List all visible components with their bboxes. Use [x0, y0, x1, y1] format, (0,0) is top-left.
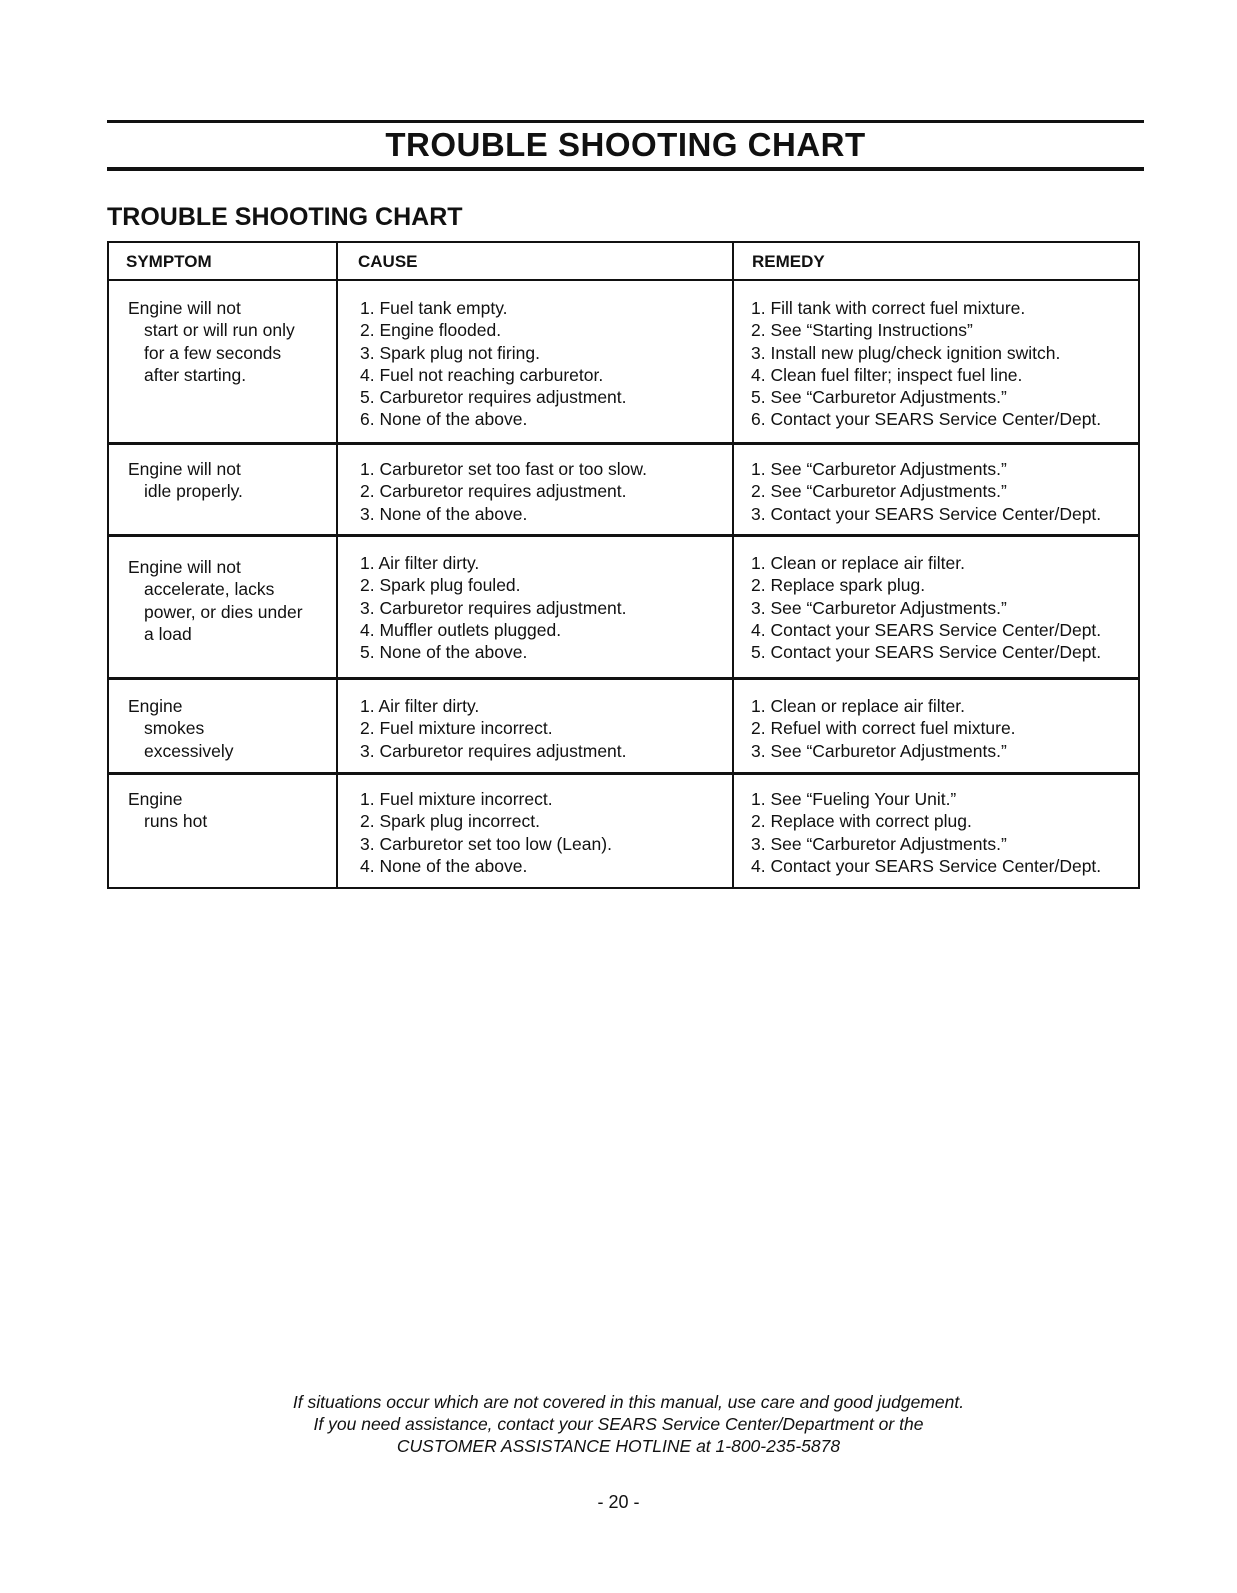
remedy-cell: [751, 297, 1101, 431]
cause-item: 1. Air filter dirty.: [360, 553, 480, 573]
section-title: TROUBLE SHOOTING CHART: [107, 203, 463, 231]
symptom-line: smokes: [144, 718, 205, 739]
footer-note: [0, 1391, 1237, 1457]
cause-item: 2. Spark plug fouled.: [360, 575, 521, 596]
remedy-item: 1. Clean or replace air filter.: [751, 553, 965, 573]
cause-item: 5. Carburetor requires adjustment.: [360, 387, 627, 408]
remedy-cell: [751, 552, 1101, 663]
column-divider: [732, 243, 734, 887]
header-symptom: SYMPTOM: [126, 252, 212, 271]
remedy-item: 4. Contact your SEARS Service Center/Dept.: [751, 619, 1102, 640]
banner-title: TROUBLE SHOOTING CHART: [385, 126, 866, 163]
cause-cell: [360, 788, 612, 877]
header-remedy: REMEDY: [752, 252, 825, 271]
remedy-item: 2. Replace with correct plug.: [751, 811, 972, 832]
remedy-item: 6. Contact your SEARS Service Center/Dept.: [751, 409, 1102, 430]
cause-item: 3. None of the above.: [360, 503, 528, 524]
cause-item: 4. Muffler outlets plugged.: [360, 619, 562, 640]
footer-line: If situations occur which are not covered in this manual, use care and good judgement.: [292, 1392, 965, 1412]
cause-item: 1. Fuel mixture incorrect.: [360, 789, 553, 809]
symptom-line: start or will run only: [144, 320, 295, 341]
symptom-line: runs hot: [144, 811, 208, 832]
symptom-line: after starting.: [144, 364, 247, 385]
top-rule: [107, 120, 1144, 123]
row-separator: [109, 677, 1138, 680]
remedy-item: 3. See “Carburetor Adjustments.”: [751, 597, 1007, 618]
cause-cell: [360, 695, 627, 762]
cause-cell: [360, 458, 647, 525]
symptom-line: power, or dies under: [144, 601, 303, 622]
remedy-item: 2. See “Carburetor Adjustments.”: [751, 481, 1007, 502]
footer-line: CUSTOMER ASSISTANCE HOTLINE at 1-800-235-5878: [396, 1436, 841, 1456]
remedy-cell: [751, 788, 1101, 877]
remedy-item: 1. Clean or replace air filter.: [751, 696, 965, 716]
cause-item: 2. Spark plug incorrect.: [360, 811, 540, 832]
bottom-rule: [107, 167, 1144, 171]
symptom-cell: [128, 458, 243, 503]
header-separator: [109, 279, 1138, 281]
cause-item: 3. Carburetor requires adjustment.: [360, 740, 627, 761]
symptom-cell: [128, 556, 303, 645]
cause-item: 3. Spark plug not firing.: [360, 342, 540, 363]
remedy-cell: [751, 695, 1016, 762]
cause-cell: [360, 297, 627, 431]
remedy-item: 4. Clean fuel filter; inspect fuel line.: [751, 364, 1023, 385]
symptom-line: accelerate, lacks: [144, 579, 275, 600]
page-number: - 20 -: [597, 1492, 640, 1512]
remedy-cell: [751, 458, 1101, 525]
row-separator: [109, 534, 1138, 537]
symptom-cell: [128, 297, 295, 386]
symptom-line: a load: [144, 623, 192, 644]
cause-item: 4. Fuel not reaching carburetor.: [360, 364, 604, 385]
cause-item: 1. Fuel tank empty.: [360, 298, 508, 318]
remedy-item: 4. Contact your SEARS Service Center/Dept.: [751, 855, 1102, 876]
cause-item: 2. Carburetor requires adjustment.: [360, 481, 627, 502]
symptom-line: idle properly.: [144, 481, 243, 502]
cause-item: 2. Engine flooded.: [360, 320, 502, 341]
remedy-item: 5. See “Carburetor Adjustments.”: [751, 387, 1007, 408]
footer-line: If you need assistance, contact your SEARS Service Center/Department or the: [313, 1414, 924, 1434]
symptom-line: excessively: [144, 740, 234, 761]
symptom-line: Engine will not: [128, 459, 241, 479]
remedy-item: 3. Install new plug/check ignition switch.: [751, 342, 1061, 363]
symptom-line: for a few seconds: [144, 342, 282, 363]
cause-item: 2. Fuel mixture incorrect.: [360, 718, 553, 739]
remedy-item: 3. See “Carburetor Adjustments.”: [751, 833, 1007, 854]
cause-cell: [360, 552, 627, 663]
symptom-line: Engine: [128, 696, 183, 716]
symptom-cell: [128, 695, 233, 762]
remedy-item: 2. See “Starting Instructions”: [751, 320, 973, 341]
symptom-cell: [128, 788, 207, 833]
column-divider: [336, 243, 338, 887]
remedy-item: 2. Replace spark plug.: [751, 575, 926, 596]
row-separator: [109, 442, 1138, 445]
remedy-item: 1. See “Carburetor Adjustments.”: [751, 459, 1007, 479]
symptom-line: Engine: [128, 789, 183, 809]
trouble-shooting-table: [107, 241, 1140, 889]
remedy-item: 3. Contact your SEARS Service Center/Dept.: [751, 503, 1102, 524]
remedy-item: 5. Contact your SEARS Service Center/Dept.: [751, 642, 1102, 663]
remedy-item: 1. Fill tank with correct fuel mixture.: [751, 298, 1026, 318]
cause-item: 1. Carburetor set too fast or too slow.: [360, 459, 647, 479]
header-cause: CAUSE: [358, 252, 418, 271]
cause-item: 1. Air filter dirty.: [360, 696, 480, 716]
cause-item: 3. Carburetor requires adjustment.: [360, 597, 627, 618]
cause-item: 5. None of the above.: [360, 642, 528, 663]
row-separator: [109, 772, 1138, 775]
cause-item: 4. None of the above.: [360, 855, 528, 876]
remedy-item: 2. Refuel with correct fuel mixture.: [751, 718, 1016, 739]
remedy-item: 1. See “Fueling Your Unit.”: [751, 789, 957, 809]
symptom-line: Engine will not: [128, 298, 241, 318]
cause-item: 6. None of the above.: [360, 409, 528, 430]
cause-item: 3. Carburetor set too low (Lean).: [360, 833, 612, 854]
symptom-line: Engine will not: [128, 557, 241, 577]
remedy-item: 3. See “Carburetor Adjustments.”: [751, 740, 1007, 761]
